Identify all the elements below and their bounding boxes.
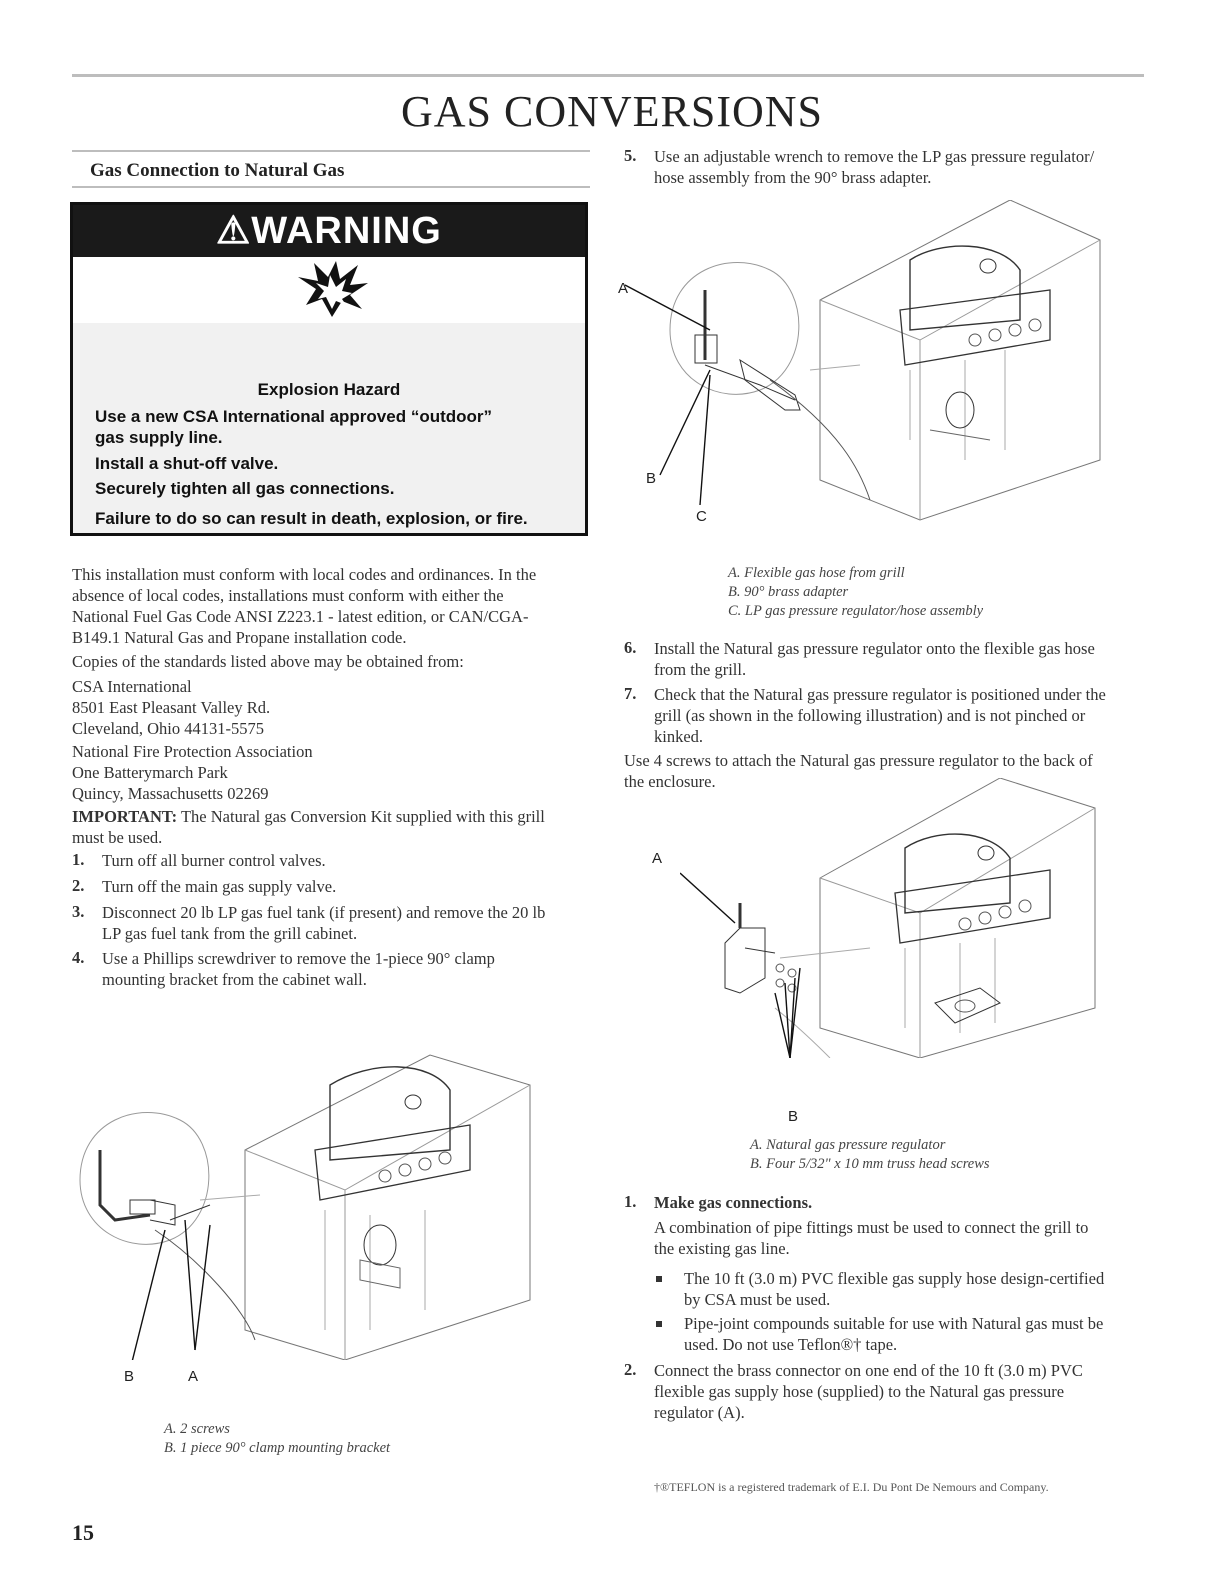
caption-line: B. 90° brass adapter [728, 584, 849, 600]
warning-line: Install a shut-off valve. [95, 454, 279, 473]
page-title: GAS CONVERSIONS [400, 87, 824, 136]
callout-b: B [646, 470, 657, 487]
hazard-title: Explosion Hazard [257, 380, 401, 399]
warning-text [73, 323, 585, 533]
bullet-line: The 10 ft (3.0 m) PVC flexible gas supply hose design-certified [684, 1269, 1105, 1288]
instruction-line: Use 4 screws to attach the Natural gas pressure regulator to the back of [624, 751, 1093, 770]
step-text [654, 684, 1106, 747]
important-text: The Natural gas Conversion Kit supplied with this grill [177, 807, 545, 826]
step-line: regulator (A). [654, 1403, 745, 1422]
nfpa-address [72, 741, 313, 804]
bullet-icon [656, 1321, 662, 1327]
step-text: Turn off the main gas supply valve. [102, 877, 337, 896]
step-line: LP gas fuel tank from the grill cabinet. [102, 924, 358, 943]
callout-b: B [124, 1368, 135, 1385]
regulator-removal-illustration [620, 200, 1140, 530]
step-number: 6. [624, 638, 637, 657]
step-title: Make gas connections. [654, 1193, 813, 1212]
step-line: Use an adjustable wrench to remove the LP gas pressure regulator/ [654, 147, 1095, 166]
bullet-line: Pipe-joint compounds suitable for use with Natural gas must be [684, 1314, 1104, 1333]
step-number: 3. [72, 902, 85, 921]
top-rule [72, 74, 1144, 77]
copies-text: Copies of the standards listed above may be obtained from: [72, 652, 464, 671]
intro-line: This installation must conform with local codes and ordinances. In the [72, 565, 537, 584]
explosion-icon [292, 259, 372, 321]
step-number: 1. [72, 850, 85, 869]
step-text [654, 638, 1095, 680]
step-number: 1. [624, 1192, 637, 1211]
address-line: CSA International [72, 677, 192, 696]
address-line: Cleveland, Ohio 44131-5575 [72, 719, 265, 738]
regulator-mounting-illustration [680, 778, 1140, 1058]
step-line: Connect the brass connector on one end of the 10 ft (3.0 m) PVC [654, 1361, 1083, 1380]
bullet-text [684, 1268, 1104, 1310]
step-text [654, 146, 1094, 188]
intro-line: B149.1 Natural Gas and Propane installation code. [72, 628, 407, 647]
step-text [102, 948, 495, 990]
step-line: flexible gas supply hose (supplied) to the Natural gas pressure [654, 1382, 1065, 1401]
callout-b: B [788, 1108, 799, 1125]
callout-a: A [652, 850, 663, 867]
step-line: Install the Natural gas pressure regulator onto the flexible gas hose [654, 639, 1095, 658]
address-line: National Fire Protection Association [72, 742, 313, 761]
caption-line: B. Four 5/32" x 10 mm truss head screws [750, 1156, 990, 1172]
intro-line: absence of local codes, installations must conform with either the [72, 586, 504, 605]
intro-paragraph [72, 564, 592, 648]
warning-line: Failure to do so can result in death, explosion, or fire. [95, 509, 528, 528]
step-text [654, 1217, 1088, 1259]
step-number: 5. [624, 146, 637, 165]
bullet-line: by CSA must be used. [684, 1290, 831, 1309]
caption-line: A. Natural gas pressure regulator [750, 1137, 946, 1153]
section-heading: Gas Connection to Natural Gas [90, 160, 345, 181]
step-line: mounting bracket from the cabinet wall. [102, 970, 367, 989]
address-line: 8501 East Pleasant Valley Rd. [72, 698, 271, 717]
warning-line: gas supply line. [95, 428, 223, 447]
step-line: A combination of pipe fittings must be used to connect the grill to [654, 1218, 1089, 1237]
figure-caption [750, 1136, 990, 1174]
important-label: IMPORTANT: [72, 807, 178, 826]
explosion-icon-area [73, 257, 585, 325]
caption-line: A. Flexible gas hose from grill [728, 565, 905, 581]
step-number: 2. [72, 876, 85, 895]
instruction-line: the enclosure. [624, 772, 716, 791]
bullet-text [684, 1313, 1103, 1355]
warning-line: Use a new CSA International approved “outdoor” [95, 407, 493, 426]
step-line: Check that the Natural gas pressure regulator is positioned under the [654, 685, 1106, 704]
address-line: Quincy, Massachusetts 02269 [72, 784, 269, 803]
step-text [654, 1360, 1083, 1423]
important-text-cont: must be used. [72, 828, 163, 847]
step-text: Turn off all burner control valves. [102, 851, 326, 870]
section-rule-bottom [72, 186, 590, 188]
address-line: One Batterymarch Park [72, 763, 228, 782]
figure-caption [164, 1420, 390, 1458]
important-note [72, 806, 592, 848]
step-number: 4. [72, 948, 85, 967]
bullet-line: used. Do not use Teflon®† tape. [684, 1335, 898, 1354]
step-line: hose assembly from the 90° brass adapter. [654, 168, 932, 187]
section-rule-top [72, 150, 590, 152]
intro-line: National Fuel Gas Code ANSI Z223.1 - latest edition, or CAN/CGA- [72, 607, 529, 626]
step-text [102, 902, 545, 944]
step-line: Disconnect 20 lb LP gas fuel tank (if present) and remove the 20 lb [102, 903, 546, 922]
bullet-icon [656, 1276, 662, 1282]
page-number: 15 [72, 1520, 94, 1545]
callout-a: A [188, 1368, 199, 1385]
caption-line: B. 1 piece 90° clamp mounting bracket [164, 1440, 391, 1456]
figure-caption [728, 564, 983, 621]
step-number: 7. [624, 684, 637, 703]
caption-line: A. 2 screws [164, 1421, 230, 1437]
step-number: 2. [624, 1360, 637, 1379]
warning-box [70, 202, 588, 536]
step-line: the existing gas line. [654, 1239, 790, 1258]
csa-address [72, 676, 270, 739]
step-line: from the grill. [654, 660, 747, 679]
step-line: grill (as shown in the following illustration) and is not pinched or [654, 706, 1086, 725]
warning-line: Securely tighten all gas connections. [95, 479, 395, 498]
step-line: Use a Phillips screwdriver to remove the 1-piece 90° clamp [102, 949, 495, 968]
trademark-footnote: †®TEFLON is a registered trademark of E.I. Du Pont De Nemours and Company. [654, 1480, 1049, 1494]
callout-c: C [696, 508, 707, 525]
step-line: kinked. [654, 727, 704, 746]
bracket-removal-illustration [70, 1030, 540, 1360]
callout-a: A [618, 280, 629, 297]
warning-header: ⚠WARNING [73, 205, 585, 257]
caption-line: C. LP gas pressure regulator/hose assembly [728, 603, 984, 619]
